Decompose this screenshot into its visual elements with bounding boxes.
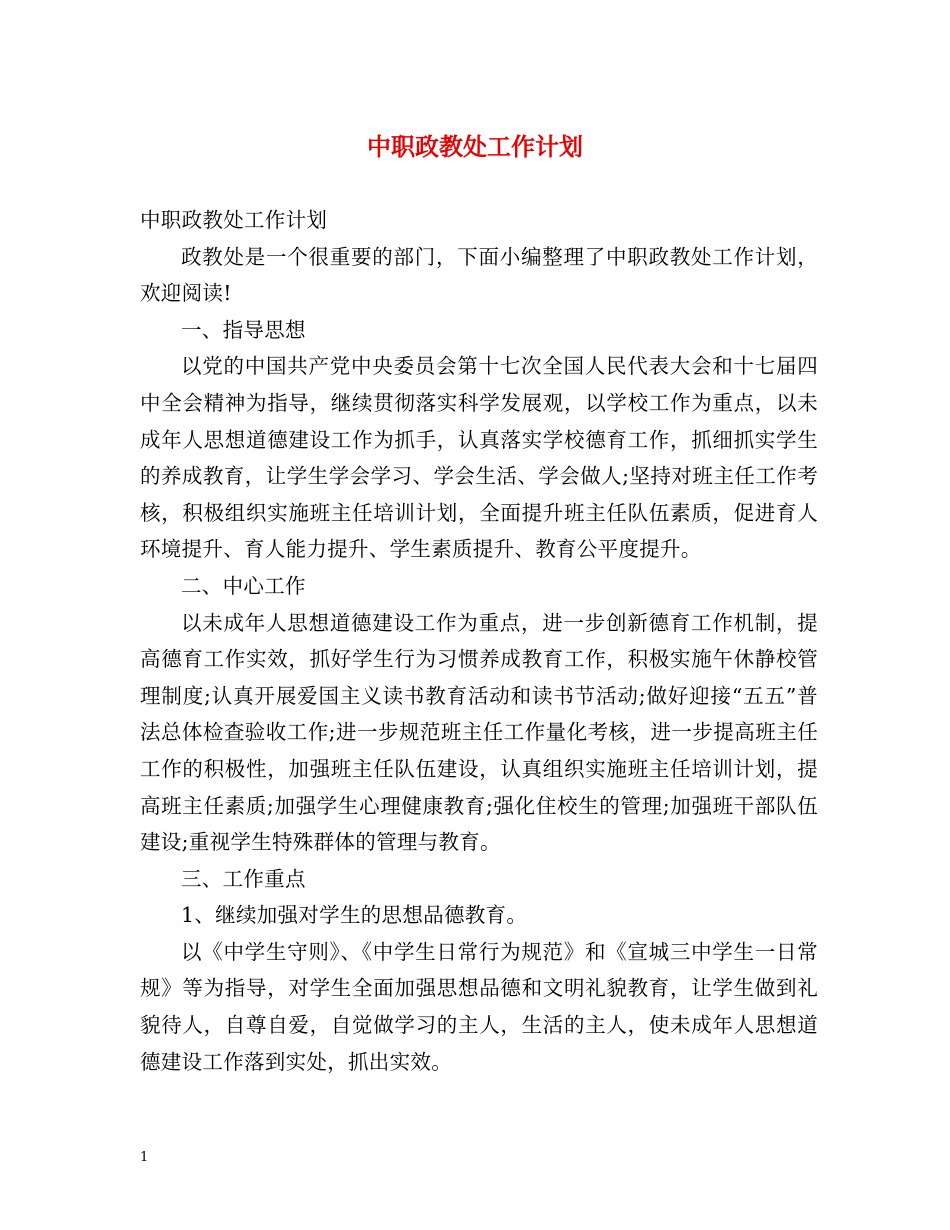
document-title: 中职政教处工作计划	[367, 132, 583, 161]
body-paragraph: 三、工作重点	[181, 866, 306, 891]
body-paragraph: 二、中心工作	[181, 573, 306, 598]
body-paragraph: 以党的中国共产党中央委员会第十七次全国人民代表大会和十七届四中全会精神为指导，继续贯彻落实科学发展观，以学校工作为重点，以未成年人思想道德建设工作为抓手，认真落实学校德育工作，抓细抓实学生的养成教育，让学生学会学习、学会生活、学会做人;坚持对班主任工作考核，积极组织实施班主任培训计划，全面提升班主任队伍素质，促进育人环境提升、育人能力提升、学生素质提升、教育公平度提升。	[140, 354, 818, 562]
body-paragraph: 以未成年人思想道德建设工作为重点，进一步创新德育工作机制，提高德育工作实效，抓好学生行为习惯养成教育工作，积极实施午休静校管理制度;认真开展爱国主义读书教育活动和读书节活动;做好迎接“五五”普法总体检查验收工作;进一步规范班主任工作量化考核，进一步提高班主任工作的积极性，加强班主任队伍建设，认真组织实施班主任培训计划，提高班主任素质;加强学生心理健康教育;强化住校生的管理;加强班干部队伍建设;重视学生特殊群体的管理与教育。	[140, 610, 818, 855]
body-paragraph: 1、继续加强对学生的思想品德教育。	[181, 903, 528, 928]
body-paragraph: 以《中学生守则》、《中学生日常行为规范》和《宣城三中学生一日常规》等为指导，对学生全面加强思想品德和文明礼貌教育，让学生做到礼貌待人，自尊自爱，自觉做学习的主人，生活的主人，使未成年人思想道德建设工作落到实处，抓出实效。	[140, 939, 818, 1074]
body-paragraph: 一、指导思想	[181, 317, 306, 342]
document-body	[140, 202, 818, 1080]
page-number: 1	[140, 1150, 149, 1165]
body-paragraph: 政教处是一个很重要的部门，下面小编整理了中职政教处工作计划，欢迎阅读!	[140, 244, 818, 306]
body-paragraph: 中职政教处工作计划	[140, 208, 328, 232]
